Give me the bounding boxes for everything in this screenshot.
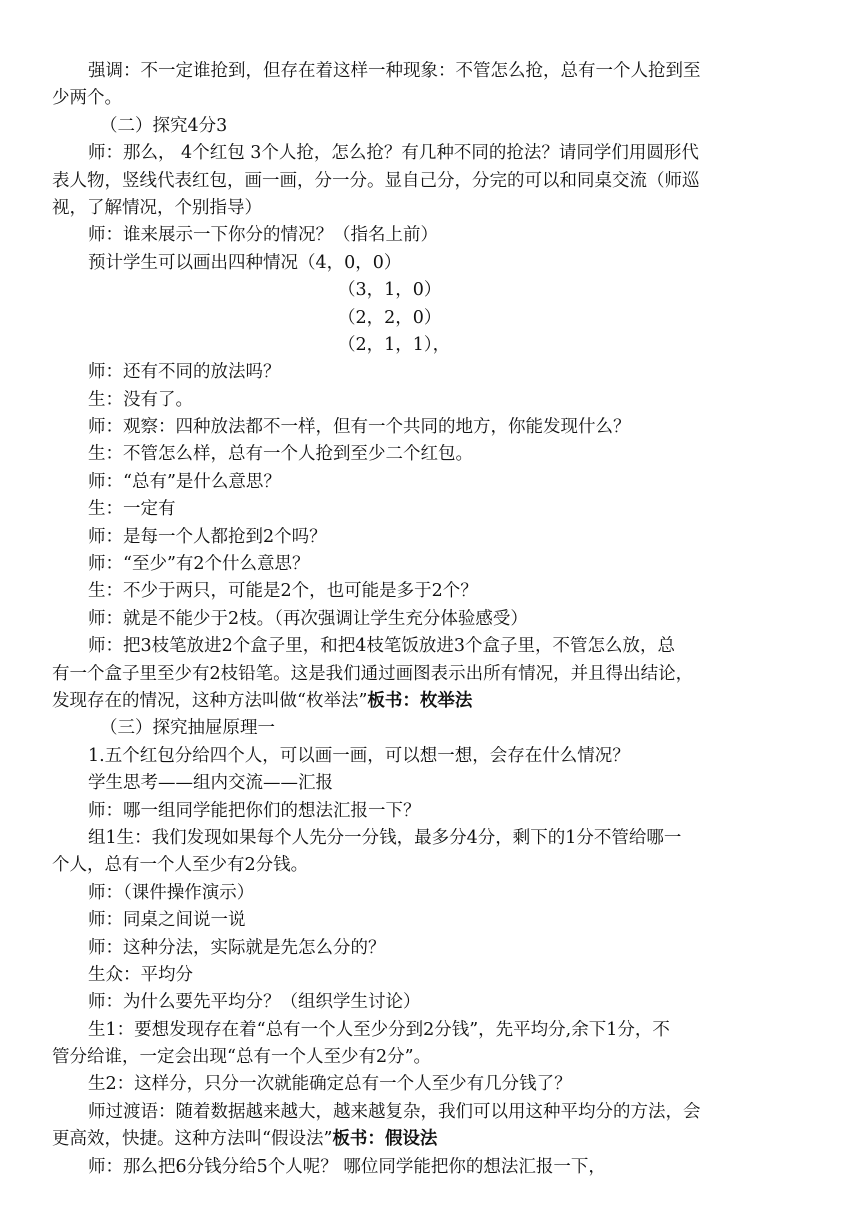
case-line: （2，1，1）， <box>338 334 451 355</box>
section-heading: （二）探究4分3 <box>100 115 228 136</box>
text-line: 组1生：我们发现如果每个人先分一分钱，最多分4分，剩下的1分不管给哪一 <box>88 827 682 848</box>
text-line: 有一个盒子里至少有2枝铅笔。这是我们通过画图表示出所有情况，并且得出结论， <box>52 663 694 684</box>
board-note: 板书：枚举法 <box>367 690 473 711</box>
text-line: 师：“总有”是什么意思？ <box>88 471 281 492</box>
case-line: （3，1，0） <box>338 280 442 301</box>
text-line: 师：谁来展示一下你分的情况？（指名上前） <box>88 225 438 246</box>
document-body <box>52 58 812 1181</box>
text-line: 学生思考——组内交流——汇报 <box>88 773 333 794</box>
text-line: 师：把3枝笔放进2个盒子里，和把4枝笔饭放进3个盒子里，不管怎么放，总 <box>88 636 676 657</box>
section-heading: （三）探究抽屉原理一 <box>100 718 275 739</box>
text-line: 师：就是不能少于2枝。（再次强调让学生充分体验感受） <box>88 608 528 629</box>
text-line: 师：观察：四种放法都不一样，但有一个共同的地方，你能发现什么？ <box>88 417 631 438</box>
text-line: 生：不管怎么样，总有一个人抢到至少二个红包。 <box>88 444 473 465</box>
text-line: 师：还有不同的放法吗？ <box>88 362 281 383</box>
text-line: 师过渡语：随着数据越来越大，越来越复杂，我们可以用这种平均分的方法，会 <box>88 1101 701 1122</box>
text-line: 生2：这样分，只分一次就能确定总有一个人至少有几分钱了？ <box>88 1074 572 1095</box>
text-line: 管分给谁，一定会出现“总有一个人至少有2分”。 <box>52 1047 432 1068</box>
text-line: 师：为什么要先平均分？（组织学生讨论） <box>88 992 421 1013</box>
text-line: 师：那么， 4个红包 3个人抢，怎么抢？有几种不同的抢法？请同学们用圆形代 <box>88 143 699 164</box>
text-line: 视，了解情况，个别指导） <box>52 197 262 218</box>
text-line: 1.五个红包分给四个人，可以画一画，可以想一想，会存在什么情况？ <box>88 745 630 766</box>
text-line: 师：“至少”有2个什么意思？ <box>88 554 310 575</box>
text-line: 生众：平均分 <box>88 964 193 985</box>
text-line: 师：是每一个人都抢到2个吗？ <box>88 526 327 547</box>
text-line: 生：没有了。 <box>88 389 193 410</box>
text-line: 强调：不一定谁抢到，但存在着这样一种现象：不管怎么抢，总有一个人抢到至 <box>88 61 701 81</box>
text-line: 表人物，竖线代表红包，画一画，分一分。显自己分，分完的可以和同桌交流（师巡 <box>52 170 700 191</box>
text-line: 发现存在的情况，这种方法叫做“枚举法”板书：枚举法 <box>52 690 473 711</box>
text-line: 个人，总有一个人至少有2分钱。 <box>52 855 309 876</box>
text-line: 师：（课件操作演示） <box>88 882 255 903</box>
board-note: 板书：假设法 <box>332 1129 438 1150</box>
case-line: （2，2，0） <box>338 307 442 328</box>
text-line: 生1：要想发现存在着“总有一个人至少分到2分钱”，先平均分,余下1分，不 <box>88 1019 670 1040</box>
text-line: 师：那么把6分钱分给5个人呢？ 哪位同学能把你的想法汇报一下， <box>88 1156 606 1177</box>
text-line: 生：不少于两只，可能是2个，也可能是多于2个？ <box>88 581 478 602</box>
text-line: 师：哪一组同学能把你们的想法汇报一下？ <box>88 800 421 821</box>
text-line: 预计学生可以画出四种情况（4，0，0） <box>88 252 402 273</box>
text-line: 师：这种分法，实际就是先怎么分的？ <box>88 937 386 958</box>
text-line: 生：一定有 <box>88 499 176 520</box>
text-line: 少两个。 <box>52 88 122 109</box>
text-line: 更高效，快捷。这种方法叫“假设法”板书：假设法 <box>52 1129 438 1150</box>
text-line: 师：同桌之间说一说 <box>88 910 246 931</box>
